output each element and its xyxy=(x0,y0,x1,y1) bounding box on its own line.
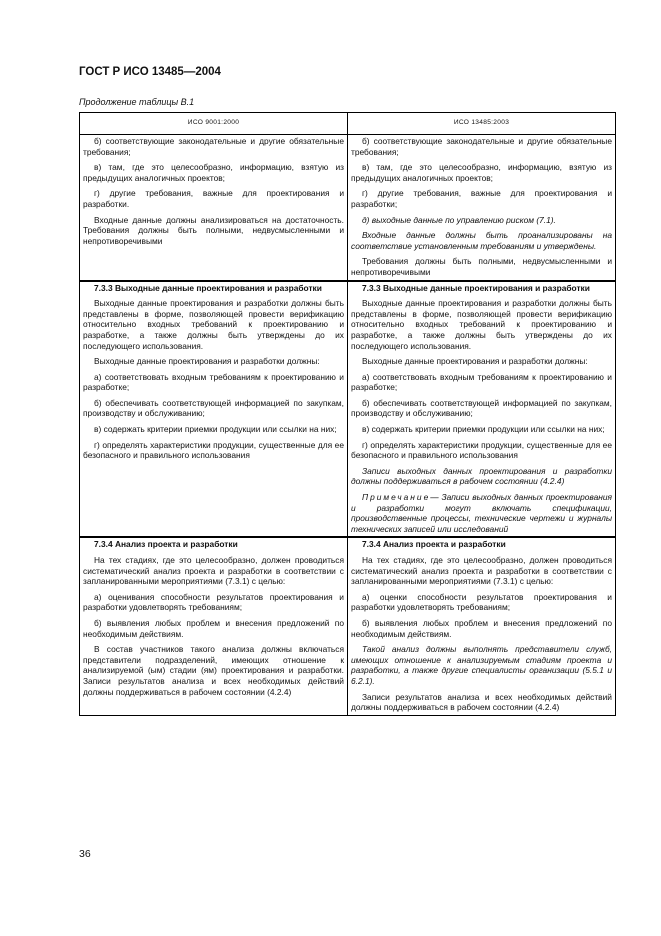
clause-paragraph: в) содержать критерии приемки продукции или ссылки на них; xyxy=(94,424,337,435)
table-header-row xyxy=(80,113,616,135)
clause-heading: 7.3.4 Анализ проекта и разработки xyxy=(94,539,238,550)
clause-paragraph: г) определять характеристики продукции, существенные для ее безопасного и правильного использования xyxy=(83,439,344,461)
table-row xyxy=(80,135,616,281)
clause-paragraph: Требования должны быть полными, недвусмысленными и непротиворечивыми xyxy=(351,256,612,277)
document-header: ГОСТ Р ИСО 13485—2004 xyxy=(79,66,221,78)
clause-paragraph: На тех стадиях, где это целесообразно, должен проводиться систематический анализ проекта и разработки в соответствии с запланированными мероприятиями (7.3.1) с целью: xyxy=(351,555,612,587)
clause-paragraph: а) соответствовать входным требованиям к проектированию и разработке; xyxy=(83,371,344,393)
clause-paragraph: Входные данные должны быть проанализированы на соответствие установленным требованиям и утверждены. xyxy=(351,230,612,251)
clause-paragraph: В состав участников такого анализа должны включаться представители подразделений, имеющих отношение к анализируемой (ым) стадии (ям) проектирования и разработки. Записи результатов анализа и всех необходимых действий должны поддерживаться в рабочем состоянии (4.2.4) xyxy=(83,644,344,697)
note-label: Примечание xyxy=(362,492,431,503)
clause-paragraph: г) другие требования, важные для проектирования и разработки. xyxy=(83,188,344,209)
iso13485-cell xyxy=(348,135,616,281)
clause-paragraph: Входные данные должны анализироваться на достаточность. Требования должны быть полными, недвусмысленными и непротиворечивыми xyxy=(83,214,344,246)
clause-paragraph: в) содержать критерии приемки продукции или ссылки на них; xyxy=(362,424,605,435)
clause-paragraph: Выходные данные проектирования и разработки должны быть представлены в форме, позволяющей провести верификацию относительно входных требований к проектированию и разработке, а также должны быть утверждены до их последующего использования. xyxy=(351,298,612,351)
table-row xyxy=(80,537,616,715)
clause-paragraph: На тех стадиях, где это целесообразно, должен проводиться систематический анализ проекта и разработки в соответствии с запланированными мероприятиями (7.3.1) с целью: xyxy=(83,555,344,587)
clause-paragraph: д) выходные данные по управлению риском (7.1). xyxy=(362,214,556,225)
clause-heading: 7.3.3 Выходные данные проектирования и разработки xyxy=(362,282,590,293)
iso9001-cell xyxy=(80,537,348,715)
table-caption: Продолжение таблицы В.1 xyxy=(79,97,195,107)
clause-paragraph: Выходные данные проектирования и разработки должны быть представлены в форме, позволяющей провести верификацию относительно входных требований к проектированию и разработке, а также должны быть утверждены до их последующего использования. xyxy=(83,298,344,351)
note-text: — Записи выходных данных проектирования и разработки могут включать спецификации, производственные процессы, технические чертежи и журналы технических записей или исследований xyxy=(351,492,612,534)
clause-paragraph: б) выявления любых проблем и внесения предложений по необходимым действиям. xyxy=(351,617,612,639)
clause-paragraph: г) определять характеристики продукции, существенные для ее безопасного и правильного использования xyxy=(351,439,612,461)
clause-heading: 7.3.4 Анализ проекта и разработки xyxy=(362,539,506,550)
table-body xyxy=(80,135,616,716)
clause-paragraph: Такой анализ должны выполнять представители служб, имеющих отношение к анализируемым стадиям проекта и разработки, а также другие специалисты организации (5.5.1 и 6.2.1). xyxy=(351,644,612,686)
column-header-iso13485: ИСО 13485:2003 xyxy=(348,113,616,135)
page-number: 36 xyxy=(79,848,91,860)
clause-paragraph: б) обеспечивать соответствующей информацией по закупкам, производству и обслуживанию; xyxy=(351,397,612,419)
clause-paragraph: Записи выходных данных проектирования и разработки должны поддерживаться в рабочем состоянии (4.2.4) xyxy=(351,465,612,487)
clause-paragraph: в) там, где это целесообразно, информацию, взятую из предыдущих аналогичных проектов; xyxy=(351,162,612,183)
iso13485-cell xyxy=(348,537,616,715)
iso9001-cell xyxy=(80,281,348,538)
iso9001-cell xyxy=(80,135,348,281)
note-paragraph xyxy=(351,492,612,534)
clause-paragraph: Выходные данные проектирования и разработки должны: xyxy=(94,356,320,367)
clause-paragraph: б) обеспечивать соответствующей информацией по закупкам, производству и обслуживанию; xyxy=(83,397,344,419)
clause-paragraph: Записи результатов анализа и всех необходимых действий должны поддерживаться в рабочем состоянии (4.2.4) xyxy=(351,691,612,713)
clause-paragraph: а) соответствовать входным требованиям к проектированию и разработке; xyxy=(351,371,612,393)
clause-paragraph: в) там, где это целесообразно, информацию, взятую из предыдущих аналогичных проектов; xyxy=(83,162,344,183)
column-header-iso9001: ИСО 9001:2000 xyxy=(80,113,348,135)
clause-paragraph: Выходные данные проектирования и разработки должны: xyxy=(362,356,588,367)
clause-paragraph: б) соответствующие законодательные и другие обязательные требования; xyxy=(351,136,612,157)
clause-paragraph: б) выявления любых проблем и внесения предложений по необходимым действиям. xyxy=(83,617,344,639)
comparison-table xyxy=(79,112,616,716)
clause-heading: 7.3.3 Выходные данные проектирования и разработки xyxy=(94,282,322,293)
table-row xyxy=(80,281,616,538)
clause-paragraph: б) соответствующие законодательные и другие обязательные требования; xyxy=(83,136,344,157)
clause-paragraph: а) оценки способности результатов проектирования и разработки удовлетворять требованиям; xyxy=(351,591,612,613)
iso13485-cell xyxy=(348,281,616,538)
clause-paragraph: а) оценивания способности результатов проектирования и разработки удовлетворять требованиям; xyxy=(83,591,344,613)
clause-paragraph: г) другие требования, важные для проектирования и разработки; xyxy=(351,188,612,209)
